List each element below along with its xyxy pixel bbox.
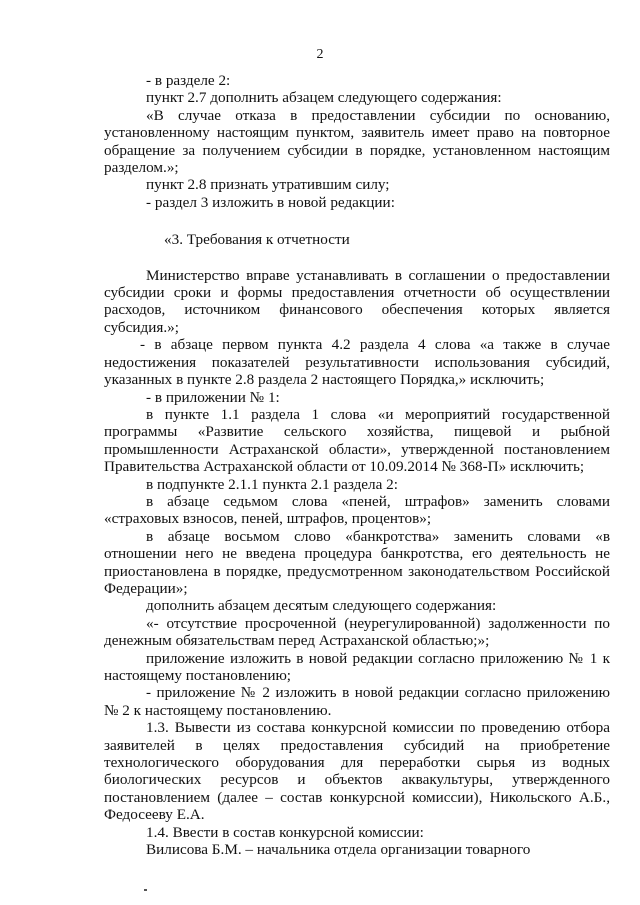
quoted-paragraph: «В случае отказа в предоставлении субсидии по основанию, установленному настоящим пунктом, заявитель имеет право на повторное обращение за получением субсидии в порядке, установленном настоящим разделом.»;: [104, 106, 610, 177]
paragraph: приложение изложить в новой редакции согласно приложению № 1 к настоящему постановлению;: [104, 649, 610, 684]
paragraph: - в абзаце первом пункта 4.2 раздела 4 слова «а также в случае недостижения показателей результативности использования субсидий, указанных в пункте 2.8 раздела 2 настоящего Порядка,» исключить;: [104, 336, 610, 389]
section-heading: «3. Требования к отчетности: [164, 231, 350, 249]
paragraph: - в разделе 2:: [146, 72, 231, 89]
document-body: [104, 72, 610, 858]
paragraph: пункт 2.7 дополнить абзацем следующего содержания:: [146, 89, 502, 107]
scan-dot: [144, 889, 147, 891]
paragraph: в подпункте 2.1.1 пункта 2.1 раздела 2:: [146, 475, 398, 493]
paragraph: - в приложении № 1:: [146, 388, 280, 406]
paragraph: Министерство вправе устанавливать в соглашении о предоставлении субсидии сроки и формы предоставления отчетности об осуществлении расходов, источником финансового обеспечения которых является субсидия.»;: [104, 266, 610, 336]
paragraph: - раздел 3 изложить в новой редакции:: [146, 193, 395, 211]
paragraph: в пункте 1.1 раздела 1 слова «и мероприятий государственной программы «Развитие сельского хозяйства, пищевой и рыбной промышленности Астраханской области», утвержденной постановлением Правительства Астраханской области от 10.09.2014 № 368-П» исключить;: [104, 405, 610, 476]
paragraph: Вилисова Б.М. – начальника отдела организации товарного: [146, 841, 531, 859]
paragraph: дополнить абзацем десятым следующего содержания:: [146, 597, 497, 615]
page-number: 2: [316, 47, 324, 62]
paragraph: в абзаце седьмом слова «пеней, штрафов» заменить словами «страховых взносов, пеней, штрафов, процентов»;: [104, 492, 610, 528]
paragraph: в абзаце восьмом слово «банкротства» заменить словами «в отношении него не введена процедура банкротства, его деятельность не приостановлена в порядке, предусмотренном законодательством Российской Федерации»;: [104, 527, 610, 597]
quoted-paragraph: «- отсутствие просроченной (неурегулированной) задолженности по денежным обязательствам перед Астраханской областью;»;: [104, 614, 610, 650]
paragraph: - приложение № 2 изложить в новой редакции согласно приложению № 2 к настоящему постановлению.: [104, 684, 610, 719]
paragraph: 1.4. Ввести в состав конкурсной комиссии:: [146, 823, 424, 841]
paragraph: 1.3. Вывести из состава конкурсной комиссии по проведению отбора заявителей в целях предоставления субсидий на приобретение технологического оборудования для переработки сырья из водных биологических ресурсов и объектов аквакультуры, утвержденного постановлением (далее – состав конкурсной комиссии), Никольского А.Б., Федосееву Е.А.: [104, 719, 610, 824]
paragraph: пункт 2.8 признать утратившим силу;: [146, 176, 390, 194]
